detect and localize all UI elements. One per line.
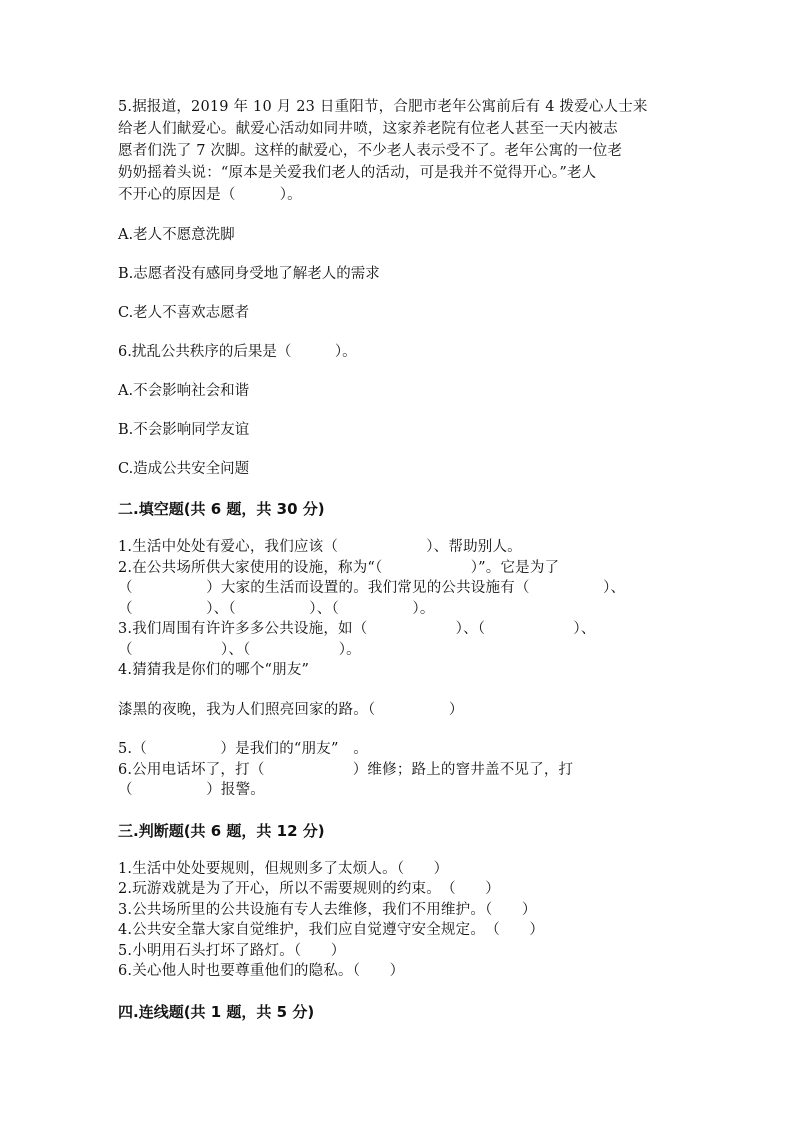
fill-question-line: （ ）报警。 [118, 782, 265, 798]
fill-question-line: （ ）大家的生活而设置的。我们常见的公共设施有（ ）、 [118, 580, 626, 596]
section-true-false [118, 821, 678, 1002]
fill-question-4-riddle: 漆黑的夜晚，我为人们照亮回家的路。（ ） [118, 701, 464, 718]
section-fill-in-blanks [118, 499, 678, 821]
question-5-stem-line: 愿者们洗了 7 次脚。这样的献爱心，不少老人表示受不了。老年公寓的一位老 [118, 143, 623, 159]
judge-question-line: 2.玩游戏就是为了开心，所以不需要规则的约束。 （ ） [118, 881, 500, 897]
fill-question-line: 3.我们周围有许许多多公共设施，如（ ）、（ ）、 [118, 621, 596, 637]
question-6-stem: 6.扰乱公共秩序的后果是（ ）。 [118, 344, 357, 360]
section-matching [118, 1002, 678, 1022]
fill-question-line: 4.猜猜我是你们的哪个“朋友” [118, 662, 310, 678]
question-5-stem-line: 不开心的原因是（ ）。 [118, 187, 302, 203]
section-3-title: 三.判断题(共 6 题，共 12 分) [118, 821, 325, 840]
fill-question-line: 1.生活中处处有爱心，我们应该（ ）、帮助别人。 [118, 539, 522, 555]
judge-question-line: 1.生活中处处要规则，但规则多了太烦人。（ ） [118, 860, 449, 877]
question-6-option-a: A.不会影响社会和谐 [118, 383, 250, 399]
question-6 [118, 342, 678, 499]
question-5-stem-line: 奶奶摇着头说：“原本是关爱我们老人的活动，可是我并不觉得开心。”老人 [118, 165, 597, 181]
question-5-option-c: C.老人不喜欢志愿者 [118, 305, 250, 321]
question-6-option-b: B.不会影响同学友谊 [118, 422, 250, 438]
question-5-option-a: A.老人不愿意洗脚 [118, 227, 235, 243]
fill-question-line: 6.公用电话坏了，打（ ）维修；路上的窨井盖不见了，打 [118, 761, 574, 778]
question-5-stem-line: 给老人们献爱心。献爱心活动如同井喷，这家养老院有位老人甚至一天内被志 [118, 121, 618, 137]
fill-question-line: （ ）、（ ）。 [118, 641, 361, 658]
fill-question-line: （ ）、（ ）、（ ）。 [118, 600, 435, 617]
section-2-title: 二.填空题(共 6 题，共 30 分) [118, 500, 325, 518]
question-6-option-c: C.造成公共安全问题 [118, 461, 250, 477]
judge-question-line: 3.公共场所里的公共设施有专人去维修，我们不用维护。（ ） [118, 901, 537, 918]
section-4-title: 四.连线题(共 1 题，共 5 分) [118, 1002, 315, 1021]
judge-question-line: 6.关心他人时也要尊重他们的隐私。（ ） [118, 963, 405, 979]
judge-question-line: 5.小明用石头打坏了路灯。（ ） [118, 942, 346, 959]
worksheet-page [118, 96, 678, 1022]
question-5 [118, 96, 678, 342]
question-5-stem-line: 5.据报道，2019 年 10 月 23 日重阳节，合肥市老年公寓前后有 4 拨爱心人士来 [118, 99, 648, 115]
question-5-option-b: B.志愿者没有感同身受地了解老人的需求 [118, 266, 380, 282]
fill-question-line: 2.在公共场所供大家使用的设施，称为“（ ）”。它是为了 [118, 559, 560, 576]
fill-question-line: 5.（ ）是我们的“朋友” 。 [118, 741, 368, 757]
judge-question-line: 4.公共安全靠大家自觉维护，我们应自觉遵守安全规定。 （ ） [118, 922, 545, 938]
